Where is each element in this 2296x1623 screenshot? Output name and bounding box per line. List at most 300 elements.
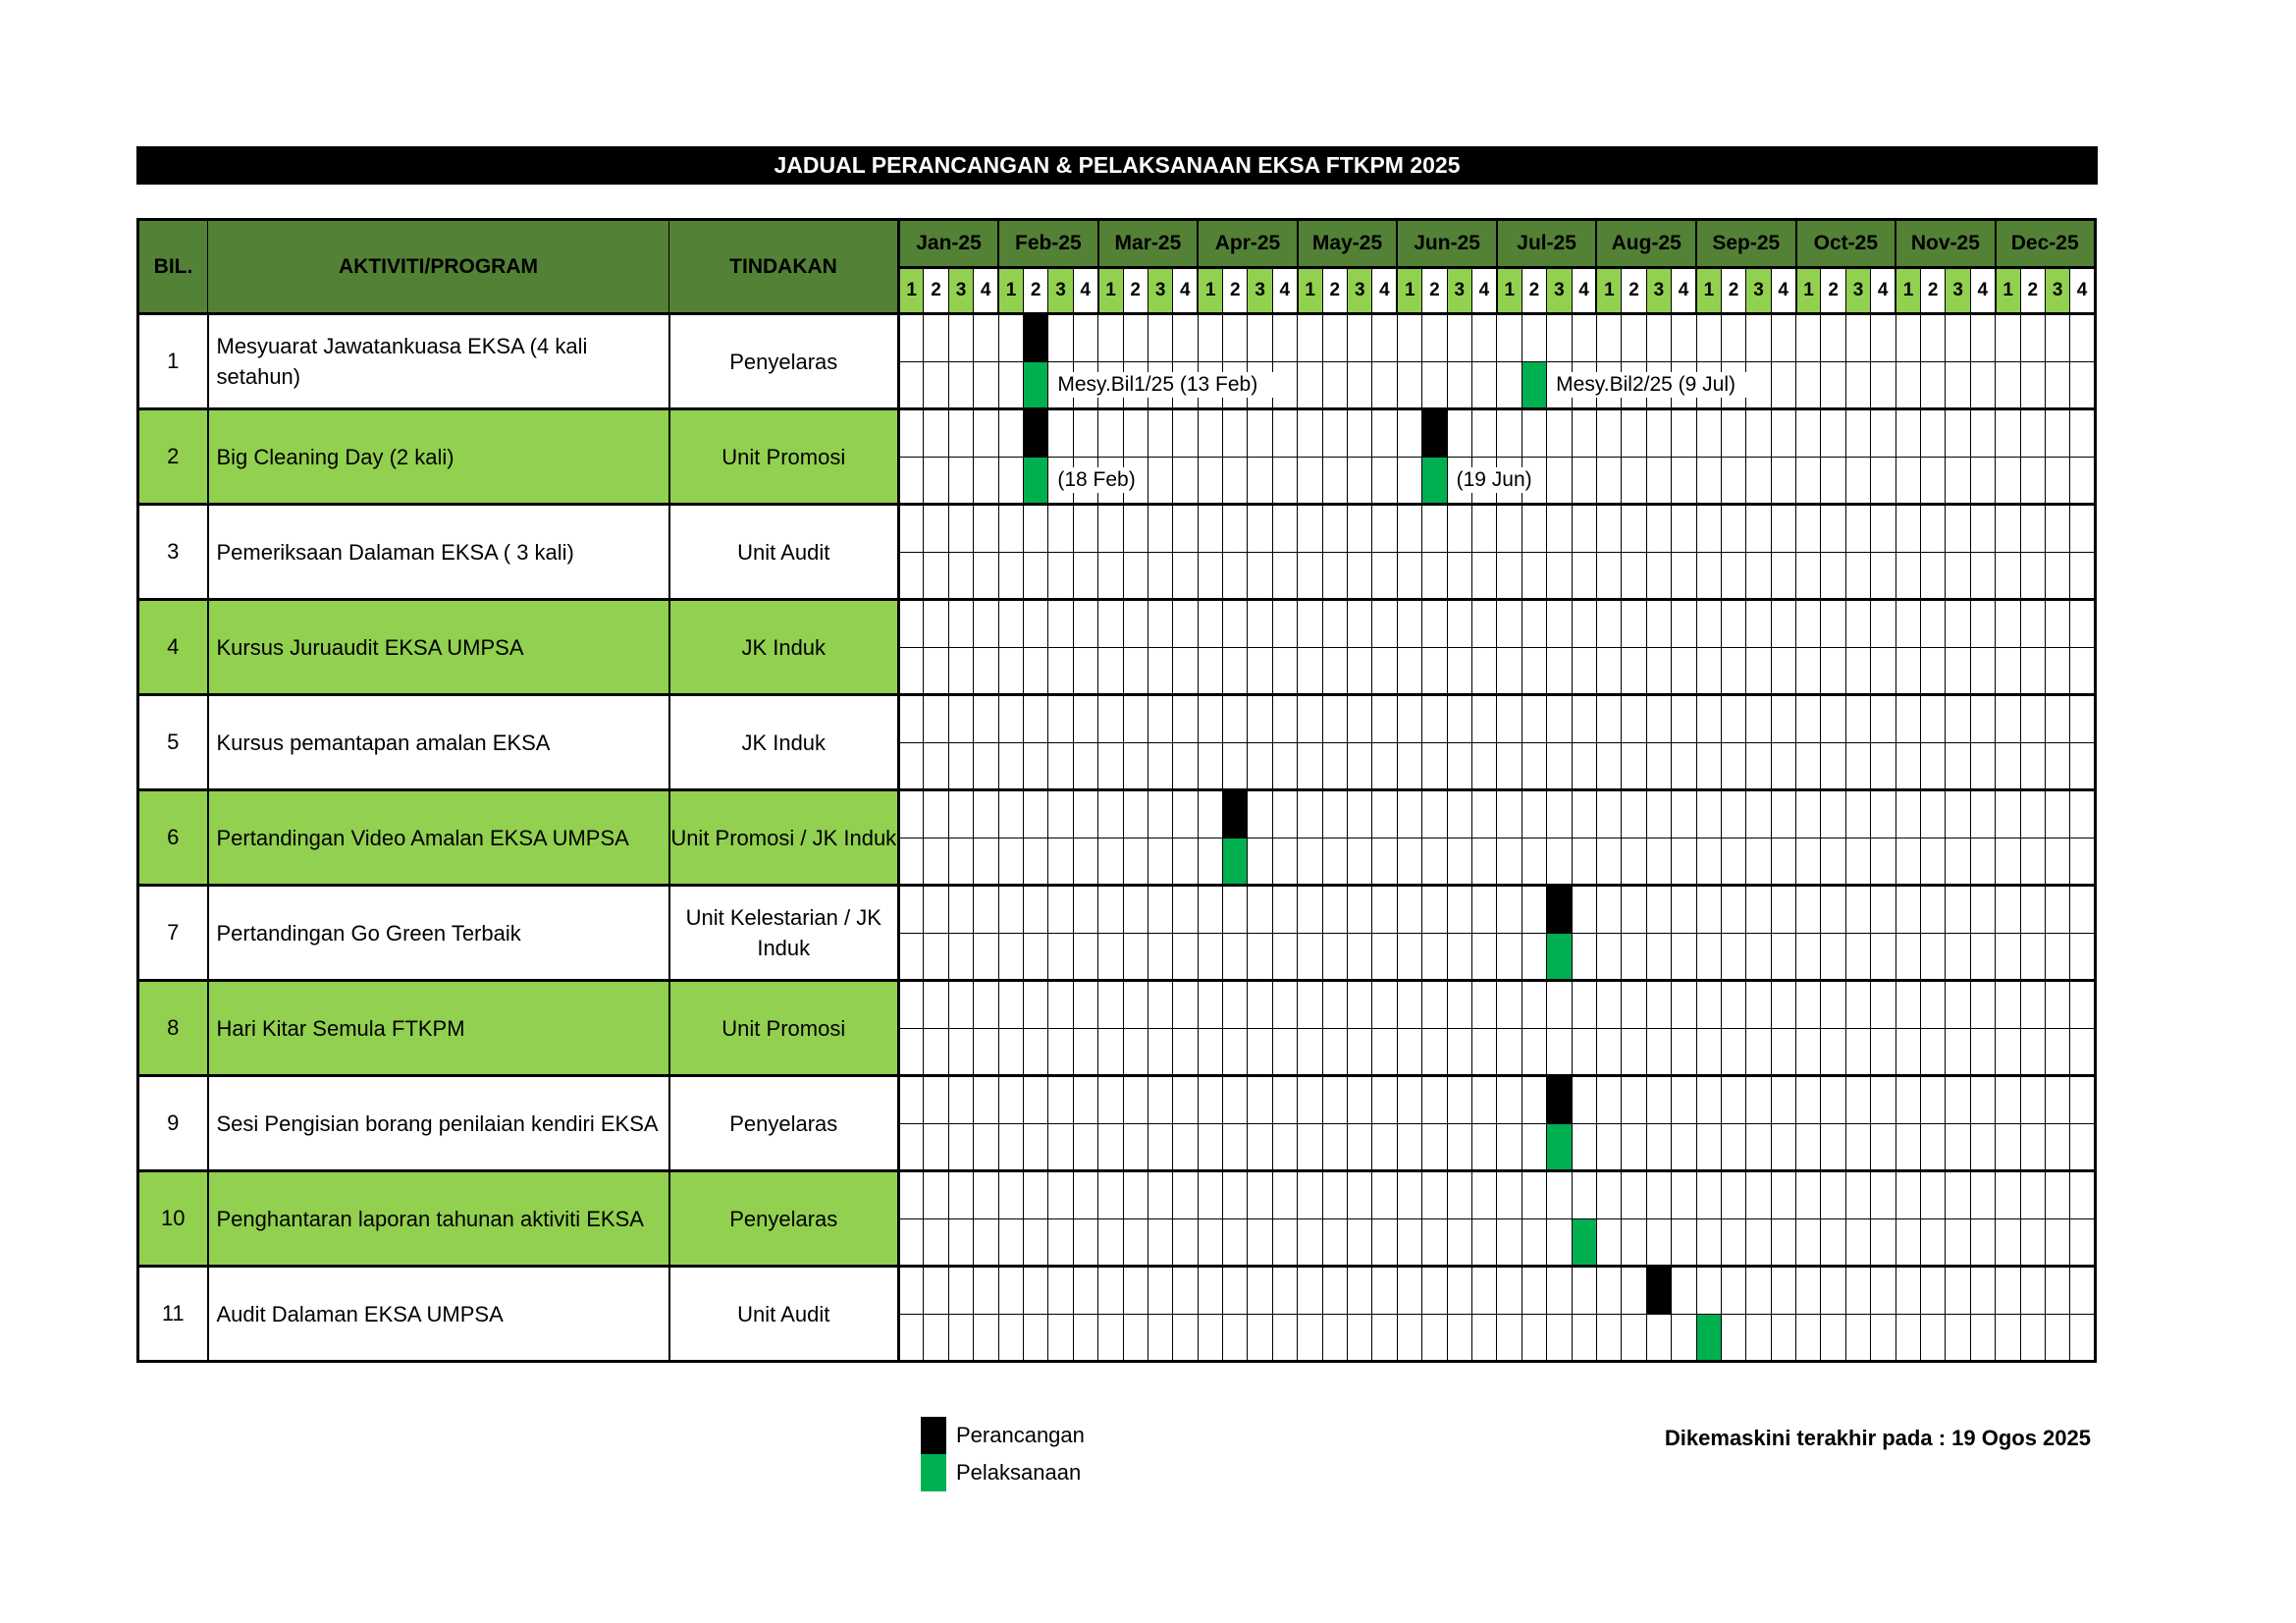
impl-cell <box>1921 1315 1946 1362</box>
header-bil: BIL. <box>138 220 208 314</box>
plan-cell <box>924 695 948 743</box>
impl-cell <box>924 743 948 790</box>
plan-cell <box>1871 981 1896 1029</box>
plan-cell <box>1871 886 1896 934</box>
impl-cell <box>1522 839 1546 886</box>
row-activity: Pemeriksaan Dalaman EKSA ( 3 kali) <box>208 505 669 600</box>
plan-cell <box>924 1076 948 1124</box>
plan-cell <box>2070 695 2095 743</box>
impl-cell <box>924 934 948 981</box>
impl-cell <box>1298 934 1322 981</box>
plan-cell <box>1272 886 1297 934</box>
impl-cell <box>1422 553 1447 600</box>
impl-cell <box>948 458 973 505</box>
impl-cell <box>1946 458 1970 505</box>
week-header: 4 <box>1471 268 1496 314</box>
plan-cell <box>1048 1267 1073 1315</box>
impl-cell <box>1821 1029 1845 1076</box>
impl-cell <box>974 1315 998 1362</box>
plan-cell <box>1322 1171 1347 1219</box>
impl-cell <box>1646 934 1671 981</box>
impl-cell <box>1372 1029 1397 1076</box>
impl-cell <box>1946 743 1970 790</box>
row-action: Unit Promosi / JK Induk <box>669 790 899 886</box>
impl-cell <box>1622 839 1646 886</box>
plan-cell <box>1098 695 1123 743</box>
plan-cell <box>1746 409 1771 458</box>
plan-cell <box>1522 1267 1546 1315</box>
schedule-row <box>138 981 2096 1029</box>
plan-cell <box>1447 314 1471 362</box>
plan-cell <box>2070 600 2095 648</box>
plan-cell <box>1921 1171 1946 1219</box>
impl-cell <box>1123 553 1148 600</box>
plan-cell <box>1497 981 1522 1029</box>
plan-cell <box>924 1267 948 1315</box>
impl-cell <box>948 1124 973 1171</box>
plan-cell <box>1497 886 1522 934</box>
plan-cell <box>1322 1267 1347 1315</box>
plan-cell <box>1198 1171 1222 1219</box>
impl-cell <box>1123 1219 1148 1267</box>
last-updated: Dikemaskini terakhir pada : 19 Ogos 2025 <box>1664 1426 2091 1450</box>
impl-cell <box>1348 743 1372 790</box>
impl-cell <box>1572 1029 1596 1076</box>
plan-cell <box>1721 790 1745 839</box>
plan-cell <box>1272 695 1297 743</box>
plan-cell <box>1996 790 2020 839</box>
plan-cell <box>1248 505 1272 553</box>
row-action: Unit Promosi <box>669 409 899 505</box>
row-bil: 5 <box>138 695 208 790</box>
plan-cell <box>1821 409 1845 458</box>
impl-cell <box>1098 1315 1123 1362</box>
impl-cell <box>1845 553 1870 600</box>
plan-cell <box>1322 886 1347 934</box>
impl-cell <box>1198 553 1222 600</box>
impl-cell <box>1522 1029 1546 1076</box>
impl-cell <box>974 1219 998 1267</box>
impl-cell <box>1123 1029 1148 1076</box>
plan-cell <box>1248 886 1272 934</box>
impl-cell <box>1372 1124 1397 1171</box>
impl-cell <box>899 553 924 600</box>
plan-cell <box>974 886 998 934</box>
month-header: Dec-25 <box>1996 220 2096 268</box>
plan-cell <box>1871 790 1896 839</box>
impl-cell <box>1298 1219 1322 1267</box>
plan-cell <box>1123 790 1148 839</box>
plan-cell <box>1547 505 1572 553</box>
plan-cell <box>1946 505 1970 553</box>
plan-cell <box>1746 886 1771 934</box>
impl-cell <box>1148 839 1172 886</box>
plan-cell <box>2070 409 2095 458</box>
plan-cell <box>1223 600 1248 648</box>
impl-cell <box>1272 839 1297 886</box>
impl-cell <box>1497 362 1522 409</box>
plan-cell <box>1996 886 2020 934</box>
plan-cell <box>1048 314 1073 362</box>
impl-cell <box>948 743 973 790</box>
week-header: 1 <box>1696 268 1721 314</box>
plan-cell <box>1646 314 1671 362</box>
plan-cell <box>1497 1076 1522 1124</box>
week-header: 2 <box>1123 268 1148 314</box>
impl-cell <box>998 648 1023 695</box>
row-action: Penyelaras <box>669 314 899 409</box>
impl-cell <box>1272 1219 1297 1267</box>
impl-cell <box>899 1219 924 1267</box>
week-header: 1 <box>1497 268 1522 314</box>
legend-plan-label: Perancangan <box>956 1423 1085 1447</box>
row-activity: Penghantaran laporan tahunan aktiviti EKSA <box>208 1171 669 1267</box>
impl-cell <box>1622 1315 1646 1362</box>
impl-cell <box>1821 839 1845 886</box>
plan-cell <box>1422 695 1447 743</box>
plan-cell <box>1098 790 1123 839</box>
plan-cell <box>1946 1171 1970 1219</box>
plan-cell <box>1522 1171 1546 1219</box>
impl-cell <box>1348 553 1372 600</box>
plan-cell <box>1471 314 1496 362</box>
impl-cell <box>1372 458 1397 505</box>
impl-cell <box>1522 934 1546 981</box>
impl-cell <box>1622 743 1646 790</box>
impl-cell <box>1696 934 1721 981</box>
impl-cell <box>1996 553 2020 600</box>
plan-cell <box>998 886 1023 934</box>
impl-cell <box>1223 1219 1248 1267</box>
impl-cell <box>1746 743 1771 790</box>
plan-cell <box>1970 409 1995 458</box>
plan-cell <box>1771 886 1795 934</box>
plan-cell <box>1996 505 2020 553</box>
plan-cell <box>1422 981 1447 1029</box>
plan-cell <box>1198 695 1222 743</box>
impl-cell <box>1298 1315 1322 1362</box>
impl-cell <box>1896 1029 1920 1076</box>
impl-cell <box>1970 1029 1995 1076</box>
impl-cell <box>1173 648 1198 695</box>
legend-plan <box>921 1417 1085 1454</box>
impl-cell <box>924 362 948 409</box>
plan-cell <box>1746 1171 1771 1219</box>
impl-cell <box>1073 1315 1097 1362</box>
impl-cell <box>1048 743 1073 790</box>
plan-cell <box>1173 886 1198 934</box>
plan-cell <box>1248 600 1272 648</box>
plan-cell <box>1372 981 1397 1029</box>
impl-cell <box>1248 1315 1272 1362</box>
plan-cell <box>1946 409 1970 458</box>
plan-cell <box>1123 981 1148 1029</box>
plan-cell <box>1771 1076 1795 1124</box>
plan-cell <box>1272 1076 1297 1124</box>
plan-cell <box>948 981 973 1029</box>
impl-cell <box>1298 553 1322 600</box>
plan-cell <box>899 790 924 839</box>
row-activity: Pertandingan Video Amalan EKSA UMPSA <box>208 790 669 886</box>
impl-cell <box>1970 458 1995 505</box>
plan-cell <box>1348 600 1372 648</box>
plan-cell <box>1248 1076 1272 1124</box>
impl-cell <box>1497 1029 1522 1076</box>
plan-cell <box>899 1267 924 1315</box>
impl-cell <box>1322 1315 1347 1362</box>
plan-cell <box>1796 790 1821 839</box>
plan-cell <box>1845 1171 1870 1219</box>
plan-cell <box>1746 1076 1771 1124</box>
impl-cell <box>1996 362 2020 409</box>
plan-cell <box>1572 695 1596 743</box>
plan-bar <box>1547 886 1572 934</box>
impl-cell <box>1921 648 1946 695</box>
impl-cell <box>1272 458 1297 505</box>
impl-cell <box>1223 648 1248 695</box>
row-bil: 7 <box>138 886 208 981</box>
impl-bar <box>1223 839 1248 886</box>
plan-cell <box>899 886 924 934</box>
impl-cell <box>998 553 1023 600</box>
plan-cell <box>1946 790 1970 839</box>
plan-cell <box>948 695 973 743</box>
plan-cell <box>924 409 948 458</box>
plan-cell <box>1073 505 1097 553</box>
impl-cell <box>1397 743 1421 790</box>
plan-cell <box>1397 1171 1421 1219</box>
impl-cell <box>1198 458 1222 505</box>
impl-cell <box>1497 1315 1522 1362</box>
impl-cell <box>948 648 973 695</box>
impl-cell <box>1447 1029 1471 1076</box>
plan-cell <box>1796 314 1821 362</box>
plan-cell <box>1248 790 1272 839</box>
row-activity: Sesi Pengisian borang penilaian kendiri EKSA <box>208 1076 669 1171</box>
plan-cell <box>2020 695 2045 743</box>
week-header: 3 <box>1248 268 1272 314</box>
row-activity: Kursus pemantapan amalan EKSA <box>208 695 669 790</box>
impl-cell <box>1796 743 1821 790</box>
plan-cell <box>1048 505 1073 553</box>
impl-cell <box>1796 1219 1821 1267</box>
plan-cell <box>1746 314 1771 362</box>
impl-cell <box>2045 1029 2069 1076</box>
impl-cell <box>1996 458 2020 505</box>
impl-cell <box>1447 1315 1471 1362</box>
impl-cell <box>1696 1219 1721 1267</box>
plan-cell <box>1322 981 1347 1029</box>
impl-cell <box>1123 1315 1148 1362</box>
plan-cell <box>1123 409 1148 458</box>
week-header: 3 <box>948 268 973 314</box>
impl-annotation: (18 Feb) <box>1053 467 1139 493</box>
plan-cell <box>1572 1171 1596 1219</box>
plan-cell <box>1522 314 1546 362</box>
impl-cell <box>2045 743 2069 790</box>
plan-cell <box>1272 981 1297 1029</box>
plan-cell <box>1447 409 1471 458</box>
impl-cell <box>1871 648 1896 695</box>
plan-cell <box>1048 695 1073 743</box>
impl-cell <box>1696 648 1721 695</box>
impl-cell <box>924 1219 948 1267</box>
impl-cell <box>1098 1029 1123 1076</box>
row-activity: Kursus Juruaudit EKSA UMPSA <box>208 600 669 695</box>
plan-cell <box>2045 981 2069 1029</box>
impl-cell <box>1123 743 1148 790</box>
impl-cell <box>1348 458 1372 505</box>
impl-cell <box>1646 1124 1671 1171</box>
plan-cell <box>1123 695 1148 743</box>
impl-cell <box>1996 1124 2020 1171</box>
row-bil: 1 <box>138 314 208 409</box>
impl-cell <box>1471 743 1496 790</box>
impl-cell <box>2070 1315 2095 1362</box>
impl-cell <box>1497 839 1522 886</box>
impl-cell <box>948 934 973 981</box>
week-header: 2 <box>1322 268 1347 314</box>
impl-cell <box>1048 1219 1073 1267</box>
impl-cell <box>1596 934 1621 981</box>
plan-cell <box>1672 1267 1696 1315</box>
impl-cell <box>1622 934 1646 981</box>
impl-annotation: (19 Jun) <box>1453 467 1536 493</box>
impl-cell <box>1996 648 2020 695</box>
impl-cell <box>998 1315 1023 1362</box>
week-header: 3 <box>1447 268 1471 314</box>
plan-cell <box>2020 981 2045 1029</box>
plan-cell <box>1596 695 1621 743</box>
plan-cell <box>1896 1076 1920 1124</box>
plan-cell <box>1547 409 1572 458</box>
impl-cell <box>1721 743 1745 790</box>
impl-cell <box>2045 362 2069 409</box>
plan-cell <box>2020 1171 2045 1219</box>
impl-cell <box>1572 1315 1596 1362</box>
week-header: 3 <box>1746 268 1771 314</box>
plan-cell <box>1073 1171 1097 1219</box>
plan-cell <box>1921 981 1946 1029</box>
plan-cell <box>1672 886 1696 934</box>
impl-cell <box>2020 743 2045 790</box>
plan-cell <box>1946 1267 1970 1315</box>
plan-cell <box>1123 600 1148 648</box>
plan-cell <box>1073 1267 1097 1315</box>
plan-cell <box>948 505 973 553</box>
plan-cell <box>998 790 1023 839</box>
plan-cell <box>899 314 924 362</box>
week-header: 2 <box>1023 268 1047 314</box>
week-header: 1 <box>998 268 1023 314</box>
impl-cell <box>1447 362 1471 409</box>
plan-cell <box>1970 1267 1995 1315</box>
impl-cell <box>1248 648 1272 695</box>
plan-cell <box>1322 314 1347 362</box>
impl-cell <box>974 1124 998 1171</box>
row-bil: 6 <box>138 790 208 886</box>
plan-cell <box>1547 314 1572 362</box>
impl-cell <box>1622 553 1646 600</box>
impl-cell <box>2020 362 2045 409</box>
row-action: JK Induk <box>669 695 899 790</box>
plan-cell <box>1871 600 1896 648</box>
week-header: 2 <box>1821 268 1845 314</box>
impl-cell <box>1646 648 1671 695</box>
plan-cell <box>1746 1267 1771 1315</box>
impl-cell <box>2070 934 2095 981</box>
impl-cell <box>1547 743 1572 790</box>
impl-cell <box>1471 934 1496 981</box>
impl-cell <box>1497 1124 1522 1171</box>
impl-cell <box>1298 362 1322 409</box>
impl-cell <box>1970 1124 1995 1171</box>
plan-cell <box>1148 314 1172 362</box>
impl-cell <box>1272 648 1297 695</box>
month-header: Oct-25 <box>1796 220 1896 268</box>
plan-cell <box>1298 1171 1322 1219</box>
impl-cell <box>2045 1124 2069 1171</box>
week-header: 1 <box>1896 268 1920 314</box>
impl-cell <box>998 934 1023 981</box>
impl-cell <box>1348 1219 1372 1267</box>
plan-cell <box>948 886 973 934</box>
plan-cell <box>1622 505 1646 553</box>
impl-cell <box>1771 458 1795 505</box>
impl-cell <box>924 1124 948 1171</box>
impl-cell <box>1372 743 1397 790</box>
plan-cell <box>1796 981 1821 1029</box>
impl-cell <box>974 362 998 409</box>
plan-bar <box>1023 314 1047 362</box>
plan-cell <box>1471 790 1496 839</box>
week-header: 2 <box>2020 268 2045 314</box>
impl-cell <box>1821 1124 1845 1171</box>
plan-cell <box>1896 600 1920 648</box>
impl-cell <box>1447 648 1471 695</box>
plan-cell <box>1871 505 1896 553</box>
plan-cell <box>2020 600 2045 648</box>
plan-cell <box>1821 314 1845 362</box>
plan-cell <box>1672 314 1696 362</box>
plan-cell <box>1223 1267 1248 1315</box>
plan-cell <box>1696 505 1721 553</box>
impl-cell <box>2045 458 2069 505</box>
impl-cell <box>1322 553 1347 600</box>
impl-bar <box>1422 458 1532 505</box>
impl-cell <box>1896 839 1920 886</box>
impl-cell <box>1098 743 1123 790</box>
impl-cell <box>1073 648 1097 695</box>
plan-cell <box>924 505 948 553</box>
impl-cell <box>899 934 924 981</box>
impl-cell <box>1223 1315 1248 1362</box>
impl-bar <box>1547 934 1572 981</box>
plan-cell <box>1721 886 1745 934</box>
plan-cell <box>1447 1171 1471 1219</box>
impl-cell <box>1422 1124 1447 1171</box>
plan-cell <box>1996 1267 2020 1315</box>
plan-cell <box>1223 886 1248 934</box>
impl-cell <box>1322 934 1347 981</box>
impl-cell <box>1696 1124 1721 1171</box>
impl-cell <box>1348 1029 1372 1076</box>
plan-cell <box>2045 1076 2069 1124</box>
plan-cell <box>924 981 948 1029</box>
impl-cell <box>1098 648 1123 695</box>
impl-cell <box>1322 1124 1347 1171</box>
plan-cell <box>1098 409 1123 458</box>
